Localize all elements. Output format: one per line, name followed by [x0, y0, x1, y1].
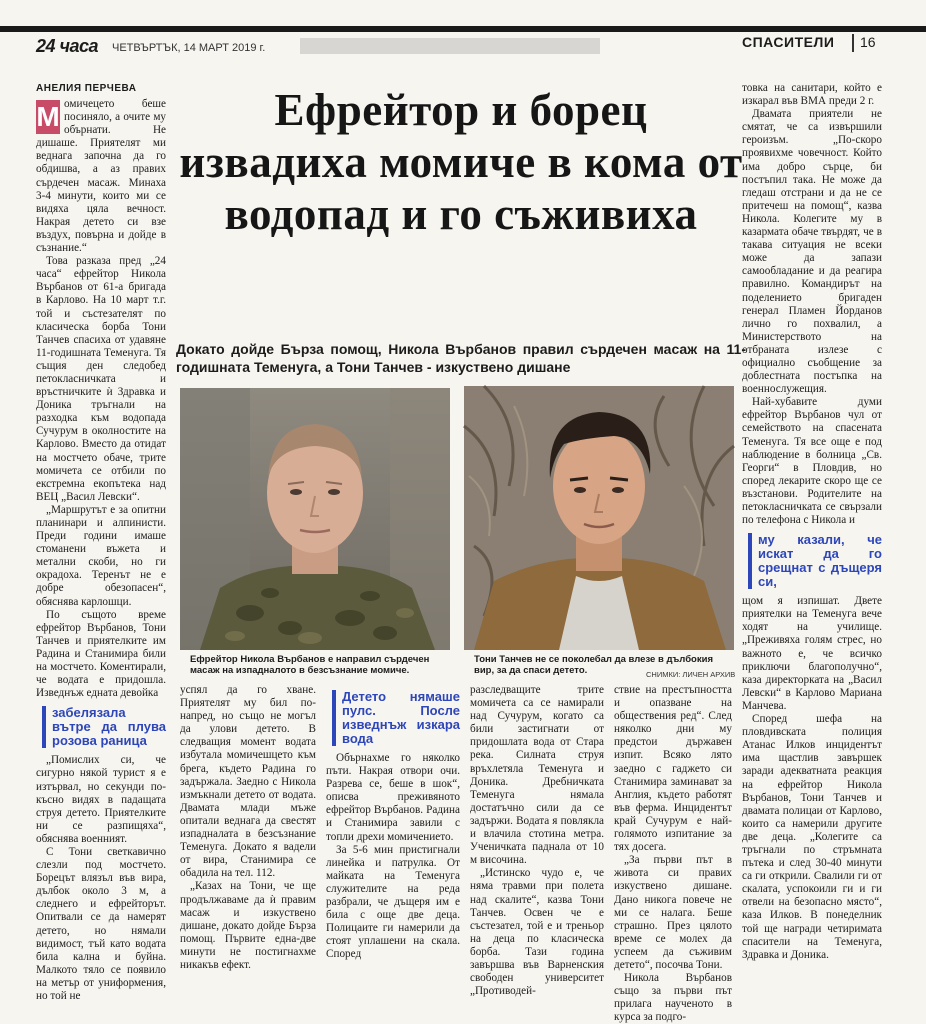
paragraph: За 5-6 мин пристигнали линейка и патрулка. От майката на Теменуга служителите на реда разбрали, че дъщеря им е била с още две деца. Полицаите ги намерили да стоят уплашени на скала. Според	[326, 843, 460, 961]
article-column-5	[614, 684, 732, 1024]
rubric-divider	[852, 34, 854, 52]
subheadline: Докато дойде Бърза помощ, Никола Върбанов правил сърдечен масаж на 11-годишната Теменуга, а Тони Танчев - изкуствено дишане	[176, 341, 746, 375]
issue-date: ЧЕТВЪРТЪК, 14 МАРТ 2019 г.	[112, 42, 266, 54]
article-column-6	[742, 82, 882, 962]
photo-soldier	[180, 388, 450, 650]
article-column-1	[36, 98, 166, 1003]
paragraph: ствие на престъпността и опазване на обществения ред“. След няколко дни му предстои държавен изпит. Всяко лято заедно с гаджето си Станимира заминават за Англия, където работят във ферма. Инцидентът край Сучурум е най-голямото изпитание за тях досега.	[614, 684, 732, 854]
paragraph: „За първи път в живота си правих изкуствено дишане. Дано никога повече не ми се налага. Беше страшно. През цялото време се молех да успеем да съживим детето“, посочва Тони.	[614, 854, 732, 971]
pull-quote: му казали, че искат да го срещнат с дъщеря си,	[748, 533, 882, 589]
paragraph: Най-хубавите думи ефрейтор Върбанов чул от семейството на спасената Теменуга. Тя все още е под наблюдение в болница „Св. Георги“ в Пловдив, но според лекарите скоро ще се възстанови. Родителите на петокласничката се свързали по телефона с Никола и	[742, 396, 882, 527]
photo-caption-left: Ефрейтор Никола Върбанов е направил сърдечен масаж на изпадналото в безсъзнание момиче.	[190, 654, 430, 676]
article-column-2	[180, 684, 316, 972]
paragraph: „Помислих си, че сигурно някой турист я е изтървал, но секунди по-късно видях в падащата струя детето. Приятелките ни се разпищяха“, обяснява военният.	[36, 754, 166, 845]
wrestler-portrait	[464, 386, 734, 650]
photo-credit: СНИМКИ: ЛИЧЕН АРХИВ	[646, 670, 736, 679]
paragraph: щом я изпишат. Двете приятелки на Теменуга вече ходят на училище. „Преживяха голям стрес, но важното е, че всичко приключи благополучно“, каза директорката на „Васил Левски“ в Карлово Мариана Манчева.	[742, 595, 882, 712]
paragraph: Това разказа пред „24 часа“ ефрейтор Никола Върбанов от 61-а бригада в Карлово. На 10 март т.г. той и състезателят по класическа борба Тони Танчев спасиха от удавяне 11-годишната Теменуга. Тя същия ден следобед петокласничката и връстничките ѝ Здравка и Доника тръгнали на разходка към водопада Сучурум в околностите на Карлово. Вместо да отидат на мостчето обаче, трите момичета се отбили по екстремна екопътека над ВЕЦ „Васил Левски“.	[36, 255, 166, 503]
paragraph: По същото време ефрейтор Върбанов, Тони Танчев и приятелките им Радина и Станимира били на мостчето. Коментирали, че водата е придошла. Изведнъж едната девойка	[36, 608, 166, 700]
paragraph: Според шефа на пловдивската полиция Атанас Илков инцидентът има щастлив завършек заради адекватната реакция на ефрейтор Никола Върбанов, Тони Танчев и двамата полицаи от Карлово, които са намерили другите две деца. „Колегите са тръгнали по стръмната пътека и след 30-40 минути са ги открили. Свалили ги от скалата, успокоили ги и ги отвели на безопасно място“, каза Илков. В понеделник той ще награди четиримата спасители на Теменуга, Здравка и Доника.	[742, 713, 882, 961]
paragraph: „Маршрутът е за опитни планинари и алпинисти. Преди години имаше стоманени въжета и метални скоби, но ги окрадоха. Теренът не е добре обезопасен“, обяснява карлошци.	[36, 503, 166, 608]
author-byline: АНЕЛИЯ ПЕРЧЕВА	[36, 83, 137, 94]
article-column-4	[470, 684, 604, 998]
soldier-portrait	[180, 388, 450, 650]
paragraph: „Казах на Тони, че ще продължаваме да ѝ правим масаж и изкуствено дишане, докато дойде Бърза помощ. Първите една-две минути не постигнахме никакъв ефект.	[180, 880, 316, 971]
paragraph: С Тони светкавично слезли под мостчето. Борецът влязъл във вира, дълбок около 3 м, а следнего и ефрейторът. Опитвали се да намерят детето, но нямали видимост, тъй като водата била кална и буйна. Малкото тяло се появило на метър от униформения, но той не	[36, 845, 166, 1002]
photo-caption-right: Тони Танчев не се поколебал да влезе в дълбокия вир, за да спаси детето.	[474, 654, 713, 676]
paragraph: Обърнахме го няколко пъти. Накрая отвори очи. Разрева се, беше в шок“, описва преживяното ефрейтор Върбанов. Радина и Станимира завили с топли дрехи момичението.	[326, 752, 460, 843]
page-number: 16	[860, 34, 876, 50]
photo-wrestler	[464, 386, 734, 650]
paragraph: „Истинско чудо е, че няма травми при полета над скалите“, казва Тони Танчев. Освен че е състезател, той е и треньор на деца по класическа борба. Тази година завършва във Варненския свободен университет „Противодей-	[470, 867, 604, 998]
paragraph: товка на санитари, който е изкарал във ВМА преди 2 г.	[742, 82, 882, 108]
paragraph: Никола Върбанов също за първи път прилага наученото в курса за подго-	[614, 972, 732, 1024]
header-rule	[0, 26, 926, 32]
headline: Ефрейтор и борец извадиха момиче в кома от водопад и го съживиха	[179, 85, 743, 239]
article-column-3	[326, 690, 460, 962]
paragraph: успял да го хване. Приятелят му бил по-напред, но също не могъл да улови детето. В следващия момент водата избутала момичешцето към брега, където Радина го задържала. Заедно с Никола измъкнали детето от водата. Двамата млади мъже опитали веднага да свестят изпадналата в безсъзнание Теменуга. Докато я вадели от вира, Станимира се обадила на тел. 112.	[180, 684, 316, 880]
paragraph: омичецето беше посиняло, а очите му обърнати. Не дишаше. Приятелят ми веднага започна да го обдишва, а аз правих сърдечен масаж. Минаха 3-4 минути, които ми се видяха цяла вечност. Накрая детето си взе въздух, повърна и дойде в съзнание.“	[36, 98, 166, 255]
paragraph: Двамата приятели не смятат, че са извършили героизъм. „По-скоро проявихме човечност. Който има добро сърце, би постъпил така. Не може да гледаш отстрани и да не се притечеш на помощ“, казва Никола. Колегите му в казармата обаче твърдят, че в такава ситуация не всеки може да запази самообладание и да реагира правилно. Командирът на поделението бригаден генерал Пламен Йорданов лично го похвалил, а Министерството на отбраната излезе с официално съобщение за доблестната постъпка на военнослужещия.	[742, 108, 882, 396]
header-band	[300, 38, 600, 54]
dropcap: М	[36, 101, 60, 132]
paragraph: разследващите трите момичета са се намирали над Сучурум, когато са били застигнати от придошлата вода от Стара река. Силната струя връхлетяла Теменуга и Доника. Дребничката Теменуга нямала достатъчно сили да се задържи. Водата я повлякла и влачила стотина метра. Ученичката паднала от 10 м височина.	[470, 684, 604, 867]
section-rubric: СПАСИТЕЛИ	[742, 34, 835, 50]
masthead-logo: 24 часа	[36, 36, 99, 56]
pull-quote: Детето нямаше пулс. После изведнъж изкара вода	[332, 690, 460, 746]
pull-quote: забелязала вътре да плува розова раница	[42, 706, 166, 748]
